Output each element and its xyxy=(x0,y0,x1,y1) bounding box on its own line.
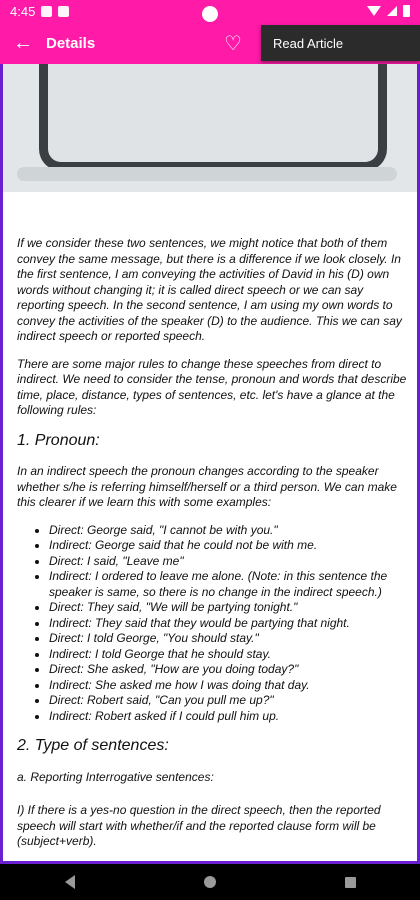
subsection-heading: a. Reporting Interrogative sentences: xyxy=(17,769,214,784)
list-item: • Direct: Robert said, "Can you pull me up?" xyxy=(49,693,407,709)
back-button[interactable] xyxy=(0,22,46,64)
monitor-illustration xyxy=(39,64,387,171)
section-heading: 2. Type of sentences: xyxy=(17,737,169,754)
nav-recents-icon[interactable] xyxy=(345,877,356,888)
article-paragraph: In an indirect speech the pronoun changes according to the speaker whether s/he is referring himself/herself or a third person. We can make this clearer if we learn this with some examples: xyxy=(17,464,397,509)
list-item: • Indirect: George said that he could not be with me. xyxy=(49,538,407,554)
wifi-icon xyxy=(367,6,381,16)
back-arrow-icon: ← xyxy=(13,31,33,54)
camera-cutout-icon xyxy=(202,6,218,22)
list-item: • Indirect: They said that they would be partying that night. xyxy=(49,616,407,632)
read-article-menu-item[interactable]: Read Article xyxy=(261,25,420,61)
list-item: • Direct: They said, "We will be partying tonight." xyxy=(49,600,407,616)
article-paragraph: There are some major rules to change these speeches from direct to indirect. We need to consider the tense, pronoun and words that describe time, place, distance, types of sentences, etc. let's have a glance at the following rules: xyxy=(17,356,407,417)
article-body xyxy=(17,236,407,862)
monitor-base-illustration xyxy=(17,167,397,181)
nav-home-icon[interactable] xyxy=(204,876,216,888)
list-item: • Direct: I told George, "You should stay." xyxy=(49,631,407,647)
list-item: • Indirect: I told George that he should stay. xyxy=(49,647,407,663)
notification-icon xyxy=(41,6,52,17)
list-item: • Indirect: I ordered to leave me alone. (Note: in this sentence the speaker is same, so there is no change in the indirect speech.) xyxy=(49,569,407,600)
article-hero-image xyxy=(3,64,417,192)
system-nav-bar xyxy=(0,864,420,900)
list-item: • Direct: She asked, "How are you doing today?" xyxy=(49,662,407,678)
heart-icon: ♡ xyxy=(224,32,242,55)
list-item: • Indirect: Robert asked if I could pull him up. xyxy=(49,709,407,725)
examples-list xyxy=(17,523,407,725)
article-paragraph: If we consider these two sentences, we might notice that both of them convey the same message, but there is a difference if we look closely. In the first sentence, I am conveying the activities of David in his (D) own words without changing it; it is called direct speech or we can say reporting speech. In the second sentence, I am using my own words to convey the activities of the speaker (D) to the audience. This we can say indirect speech or reported speech. xyxy=(17,236,402,343)
battery-icon xyxy=(403,5,410,17)
article-content[interactable] xyxy=(0,64,420,864)
list-item: • Indirect: She asked me how I was doing that day. xyxy=(49,678,407,694)
app-notification-icon xyxy=(58,6,69,17)
page-title: Details xyxy=(46,34,96,52)
section-heading: 1. Pronoun: xyxy=(17,431,100,449)
list-item: • Direct: I said, "Leave me" xyxy=(49,554,407,570)
signal-icon xyxy=(387,6,397,16)
nav-back-icon[interactable] xyxy=(65,875,75,889)
status-bar xyxy=(0,0,420,22)
clock: 4:45 xyxy=(10,3,36,19)
article-paragraph: I) If there is a yes-no question in the direct speech, then the reported speech will start with whether/if and the reported clause form will be (subject+verb). xyxy=(17,803,381,848)
favorite-button[interactable] xyxy=(220,30,246,56)
list-item: • Direct: George said, "I cannot be with you." xyxy=(49,523,407,539)
